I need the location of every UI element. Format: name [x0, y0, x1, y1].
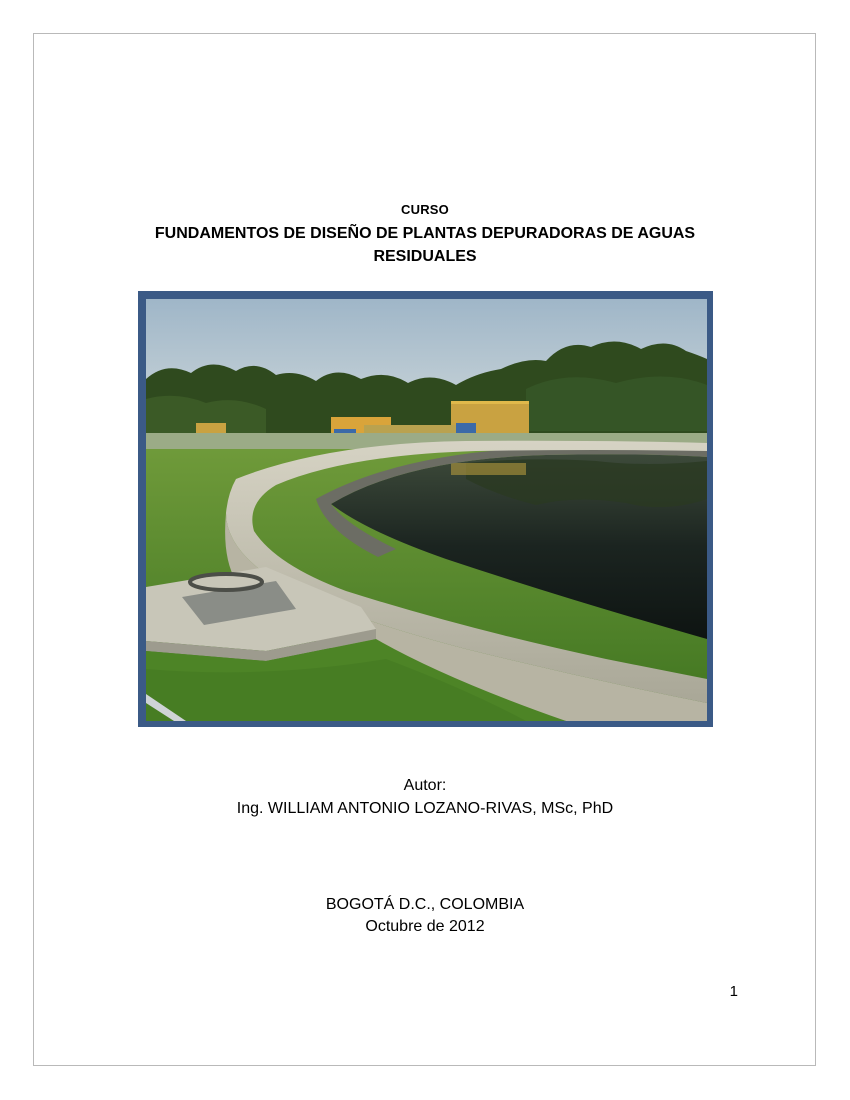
course-label: CURSO	[401, 202, 449, 217]
publication-date: Octubre de 2012	[365, 918, 485, 935]
location: BOGOTÁ D.C., COLOMBIA	[325, 896, 525, 913]
page-number: 1	[729, 983, 738, 1000]
course-title: FUNDAMENTOS DE DISEÑO DE PLANTAS DEPURADORAS DE AGUAS RESIDUALES	[154, 225, 696, 265]
cover-photo	[138, 291, 713, 727]
author-name: Ing. WILLIAM ANTONIO LOZANO-RIVAS, MSc, PhD	[236, 800, 614, 817]
author-label: Autor:	[403, 777, 447, 794]
clarifier-tank-photo	[146, 299, 707, 721]
